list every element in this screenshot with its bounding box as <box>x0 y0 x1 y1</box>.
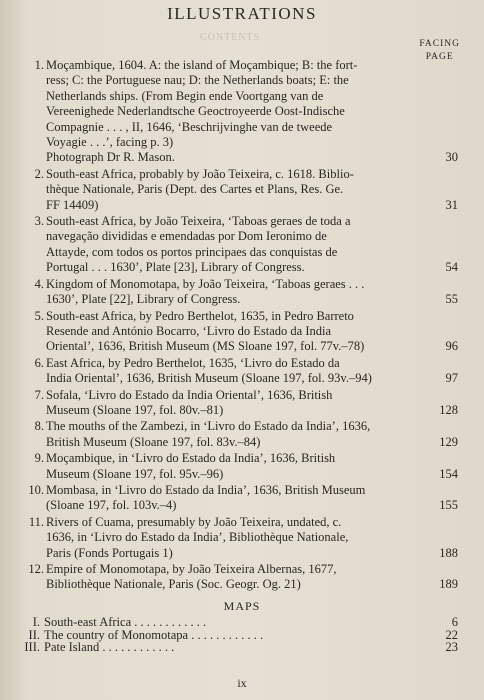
leader-dots: . . . . . . . . . . . . <box>131 615 207 629</box>
map-title: Pate Island <box>44 640 100 655</box>
leader-dots: . . . . . . . . . . . . <box>188 627 264 642</box>
entry-description: Mombasa, in ‘Livro do Estado da India’, 1636, British Museum (Sloane 197, fol. 103v.–4) <box>46 482 366 513</box>
page-title: ILLUSTRATIONS <box>167 4 317 23</box>
illustration-entry <box>24 309 464 355</box>
illustration-entry <box>24 562 464 593</box>
entry-number: 2. <box>34 166 44 181</box>
entry-description: Kingdom of Monomotapa, by João Teixeira, ‘Taboas geraes . . . 1630’, Plate [22], Library of Congress. <box>46 276 365 307</box>
illustration-entry <box>24 356 464 387</box>
entry-description: Moçambique, 1604. A: the island of Moçambique; B: the fort- ress; C: the Portuguese nau; D: the Netherlands boats; E: the Netherlands ships. (From Begin ende Voortgang van de Vereenighede Nederlandtsche Geoctroyeerde Oost-Indische Compagnie . . . , II, 1646, ‘Beschrijvinghe van de tweede Voyagie . . .’, facing p. 3) Photograph Dr R. Mason. <box>46 58 358 165</box>
entry-number: 7. <box>34 387 44 402</box>
entry-page: 54 <box>445 260 458 275</box>
entry-number: 10. <box>28 482 44 497</box>
entry-number: 5. <box>34 308 44 323</box>
illustration-entry <box>24 451 464 482</box>
illustration-entry <box>24 167 464 213</box>
map-title: The country of Monomotapa <box>44 627 189 642</box>
entry-description: Empire of Monomotapa, by João Teixeira Albernas, 1677, Bibliothèque Nationale, Paris (Soc. Geogr. Og. 21) <box>46 562 337 592</box>
show-through-text: CONTENTS <box>200 32 261 43</box>
page-number: ix <box>237 676 247 690</box>
map-page: 23 <box>445 640 458 655</box>
entry-number: 9. <box>34 451 44 466</box>
entry-description: The mouths of the Zambezi, in ‘Livro do Estado da India’, 1636, British Museum (Sloane 197, fol. 83v.–84) <box>46 419 371 449</box>
entry-description: South-east Africa, by João Teixeira, ‘Taboas geraes de toda a navegação divididas e emendadas por Dom Ieronimo de Attayde, com todos os portos principaes das conquistas de Portugal . . . 1630’, Plate [23], Library of Congress. <box>46 214 351 275</box>
entry-description: East Africa, by Pedro Berthelot, 1635, ‘Livro do Estado da India Oriental’, 1636, British Museum (Sloane 197, fol. 93v.–94) <box>46 355 372 386</box>
entry-number: 1. <box>34 58 44 72</box>
map-number: I. <box>32 615 40 629</box>
illustration-entry <box>24 419 464 450</box>
entry-page: 128 <box>439 402 458 417</box>
illustration-entry <box>24 214 464 276</box>
illustration-entry <box>24 515 464 561</box>
entry-number: 12. <box>28 562 44 576</box>
entry-description: South-east Africa, probably by João Teixeira, c. 1618. Biblio- thèque Nationale, Paris (Dept. des Cartes et Plans, Res. Ge. FF 14409) <box>46 166 354 212</box>
illustration-entry <box>24 388 464 419</box>
entry-page: 96 <box>445 339 458 354</box>
entry-page: 188 <box>439 545 458 560</box>
map-page: 22 <box>445 627 458 642</box>
entry-page: 31 <box>445 197 458 212</box>
map-number: II. <box>28 627 40 642</box>
maps-list <box>18 616 464 654</box>
entry-number: 4. <box>34 276 44 291</box>
illustration-list <box>24 58 464 594</box>
facing-page-label: FACING PAGE <box>419 39 460 62</box>
entry-page: 129 <box>439 434 458 449</box>
entry-page: 55 <box>445 292 458 307</box>
entry-description: South-east Africa, by Pedro Berthelot, 1635, in Pedro Barreto Resende and António Bocarro, ‘Livro do Estado da India Oriental’, 1636, British Museum (MS Sloane 197, fol. 77v.–78) <box>46 308 365 354</box>
leader-dots: . . . . . . . . . . . . <box>99 640 175 655</box>
entry-number: 11. <box>28 514 44 529</box>
map-number: III. <box>24 640 40 655</box>
entry-description: Sofala, ‘Livro do Estado da India Oriental’, 1636, British Museum (Sloane 197, fol. 80v.–81) <box>46 387 333 417</box>
entry-page: 189 <box>439 577 458 592</box>
entry-description: Moçambique, in ‘Livro do Estado da India’, 1636, British Museum (Sloane 197, fol. 95v.–96) <box>46 451 336 481</box>
entry-page: 155 <box>439 498 458 513</box>
map-title: South-east Africa <box>44 615 132 629</box>
map-page: 6 <box>451 615 458 629</box>
entry-page: 97 <box>445 371 458 386</box>
illustration-entry <box>24 277 464 308</box>
illustration-entry <box>24 58 464 166</box>
maps-heading: MAPS <box>223 599 261 613</box>
entry-description: Rivers of Cuama, presumably by João Teixeira, undated, c. 1636, in ‘Livro do Estado da India’, Bibliothèque Nationale, Paris (Fonds Portugais 1) <box>46 514 349 560</box>
entry-number: 8. <box>34 419 44 434</box>
entry-number: 6. <box>34 355 44 370</box>
illustration-entry <box>24 483 464 514</box>
map-entry <box>18 641 464 654</box>
entry-page: 154 <box>439 466 458 481</box>
entry-page: 30 <box>445 150 458 165</box>
entry-number: 3. <box>34 214 44 229</box>
